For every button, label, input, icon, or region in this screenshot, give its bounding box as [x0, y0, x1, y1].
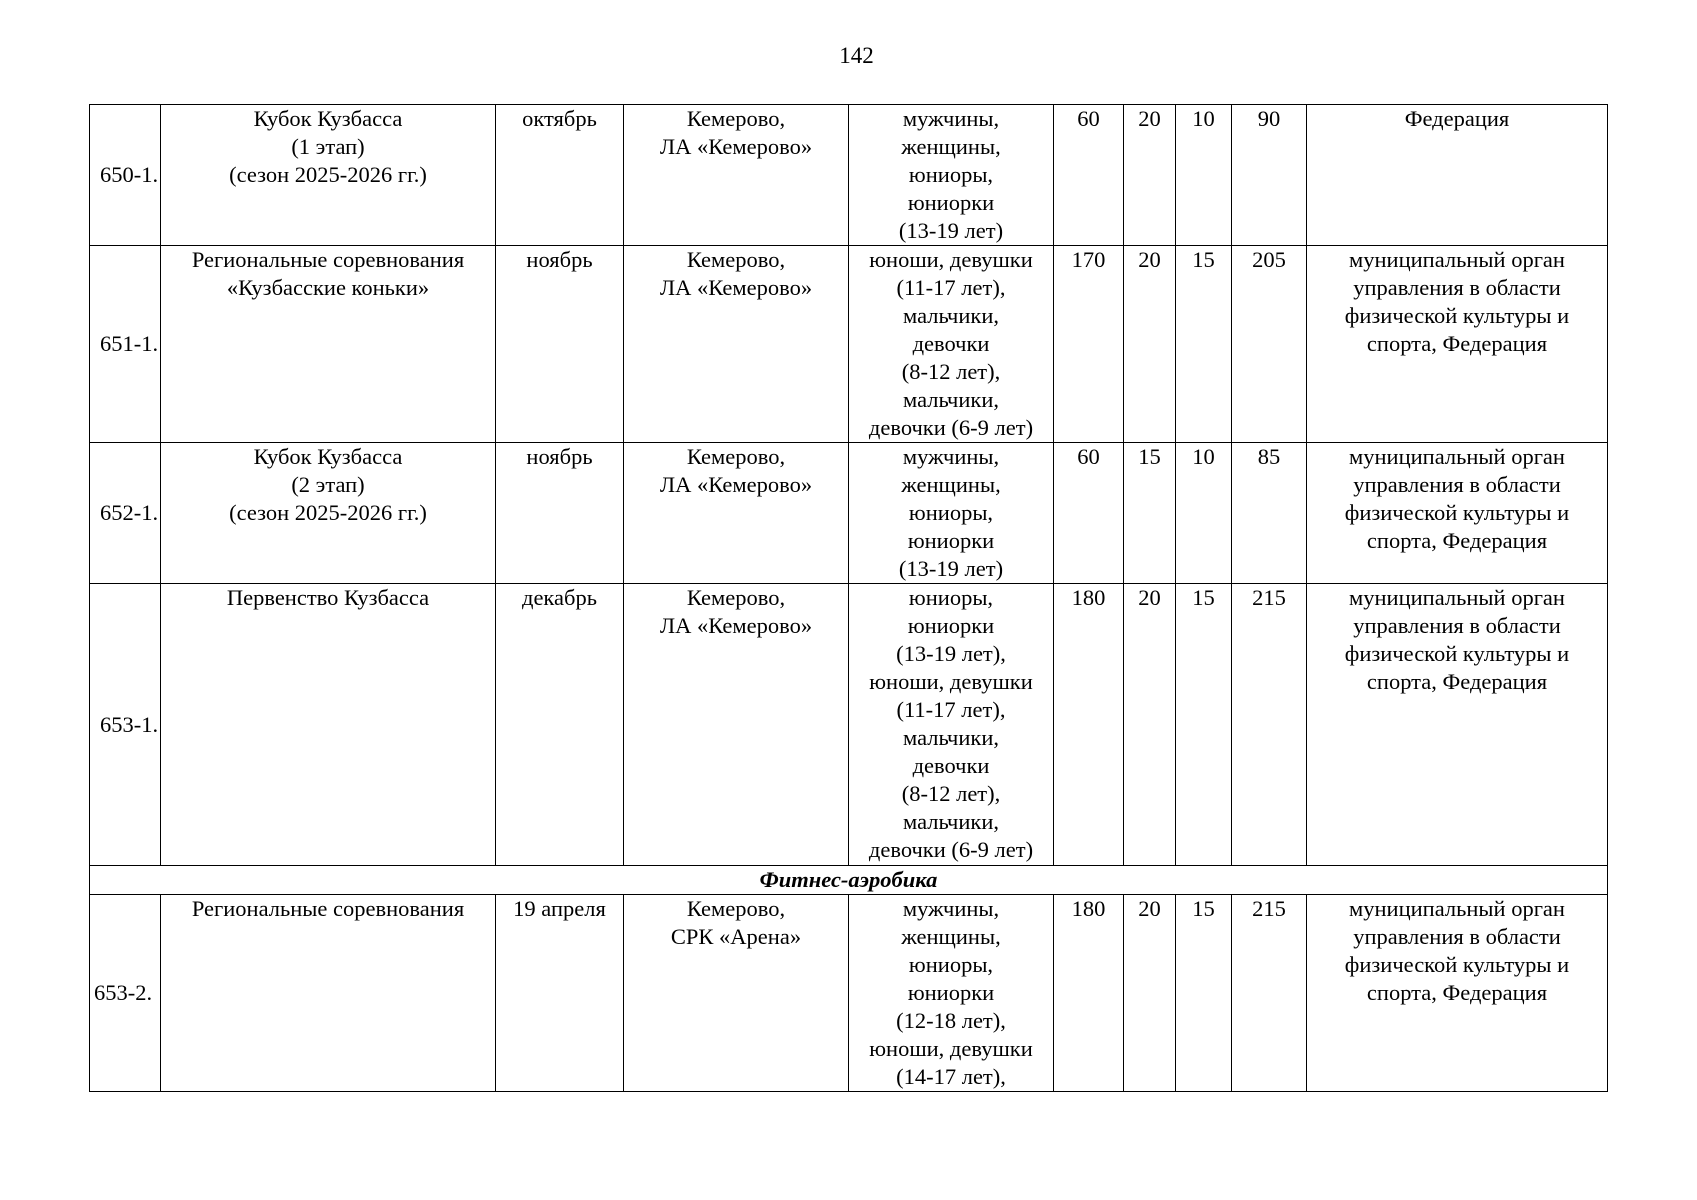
event-date: 19 апреля: [496, 895, 624, 1092]
section-header-row: [90, 866, 1608, 895]
event-name: Кубок Кузбасса (1 этап) (сезон 2025-2026 гг.): [161, 105, 496, 246]
table-row: [90, 443, 1608, 584]
table-row: [90, 895, 1608, 1092]
count-judges: 15: [1176, 584, 1232, 866]
count-total: 85: [1232, 443, 1307, 584]
count-athletes: 180: [1054, 895, 1124, 1092]
event-number: 652-1.: [90, 443, 161, 584]
event-place: Кемерово, ЛА «Кемерово»: [624, 105, 849, 246]
count-coaches: 20: [1124, 584, 1176, 866]
section-title: Фитнес-аэробика: [90, 866, 1608, 895]
event-date: ноябрь: [496, 443, 624, 584]
count-athletes: 60: [1054, 443, 1124, 584]
event-place: Кемерово, ЛА «Кемерово»: [624, 584, 849, 866]
page-number: 142: [839, 43, 874, 68]
event-number: 650-1.: [90, 105, 161, 246]
event-date: декабрь: [496, 584, 624, 866]
event-number: 653-2.: [90, 895, 161, 1092]
event-name: Кубок Кузбасса (2 этап) (сезон 2025-2026 гг.): [161, 443, 496, 584]
event-organizer: муниципальный орган управления в области физической культуры и спорта, Федерация: [1307, 895, 1608, 1092]
event-place: Кемерово, ЛА «Кемерово»: [624, 443, 849, 584]
count-coaches: 15: [1124, 443, 1176, 584]
count-coaches: 20: [1124, 895, 1176, 1092]
event-number: 651-1.: [90, 246, 161, 443]
count-total: 215: [1232, 584, 1307, 866]
count-total: 90: [1232, 105, 1307, 246]
event-participants: юноши, девушки (11-17 лет), мальчики, девочки (8-12 лет), мальчики, девочки (6-9 лет): [849, 246, 1054, 443]
event-participants: юниоры, юниорки (13-19 лет), юноши, девушки (11-17 лет), мальчики, девочки (8-12 лет), мальчики, девочки (6-9 лет): [849, 584, 1054, 866]
event-organizer: муниципальный орган управления в области физической культуры и спорта, Федерация: [1307, 443, 1608, 584]
count-coaches: 20: [1124, 105, 1176, 246]
count-total: 205: [1232, 246, 1307, 443]
count-athletes: 180: [1054, 584, 1124, 866]
event-participants: мужчины, женщины, юниоры, юниорки (13-19 лет): [849, 443, 1054, 584]
event-organizer: муниципальный орган управления в области физической культуры и спорта, Федерация: [1307, 584, 1608, 866]
event-participants: мужчины, женщины, юниоры, юниорки (13-19 лет): [849, 105, 1054, 246]
event-organizer: муниципальный орган управления в области физической культуры и спорта, Федерация: [1307, 246, 1608, 443]
count-judges: 15: [1176, 246, 1232, 443]
count-athletes: 170: [1054, 246, 1124, 443]
count-judges: 10: [1176, 443, 1232, 584]
table-row: [90, 246, 1608, 443]
event-place: Кемерово, СРК «Арена»: [624, 895, 849, 1092]
count-judges: 15: [1176, 895, 1232, 1092]
event-place: Кемерово, ЛА «Кемерово»: [624, 246, 849, 443]
event-name: Первенство Кузбасса: [161, 584, 496, 866]
event-participants: мужчины, женщины, юниоры, юниорки (12-18 лет), юноши, девушки (14-17 лет),: [849, 895, 1054, 1092]
count-total: 215: [1232, 895, 1307, 1092]
event-name: Региональные соревнования «Кузбасские коньки»: [161, 246, 496, 443]
count-athletes: 60: [1054, 105, 1124, 246]
events-table: [89, 104, 1608, 1092]
event-name: Региональные соревнования: [161, 895, 496, 1092]
table-row: [90, 105, 1608, 246]
event-organizer: Федерация: [1307, 105, 1608, 246]
event-date: октябрь: [496, 105, 624, 246]
event-date: ноябрь: [496, 246, 624, 443]
count-judges: 10: [1176, 105, 1232, 246]
table-row: [90, 584, 1608, 866]
count-coaches: 20: [1124, 246, 1176, 443]
event-number: 653-1.: [90, 584, 161, 866]
